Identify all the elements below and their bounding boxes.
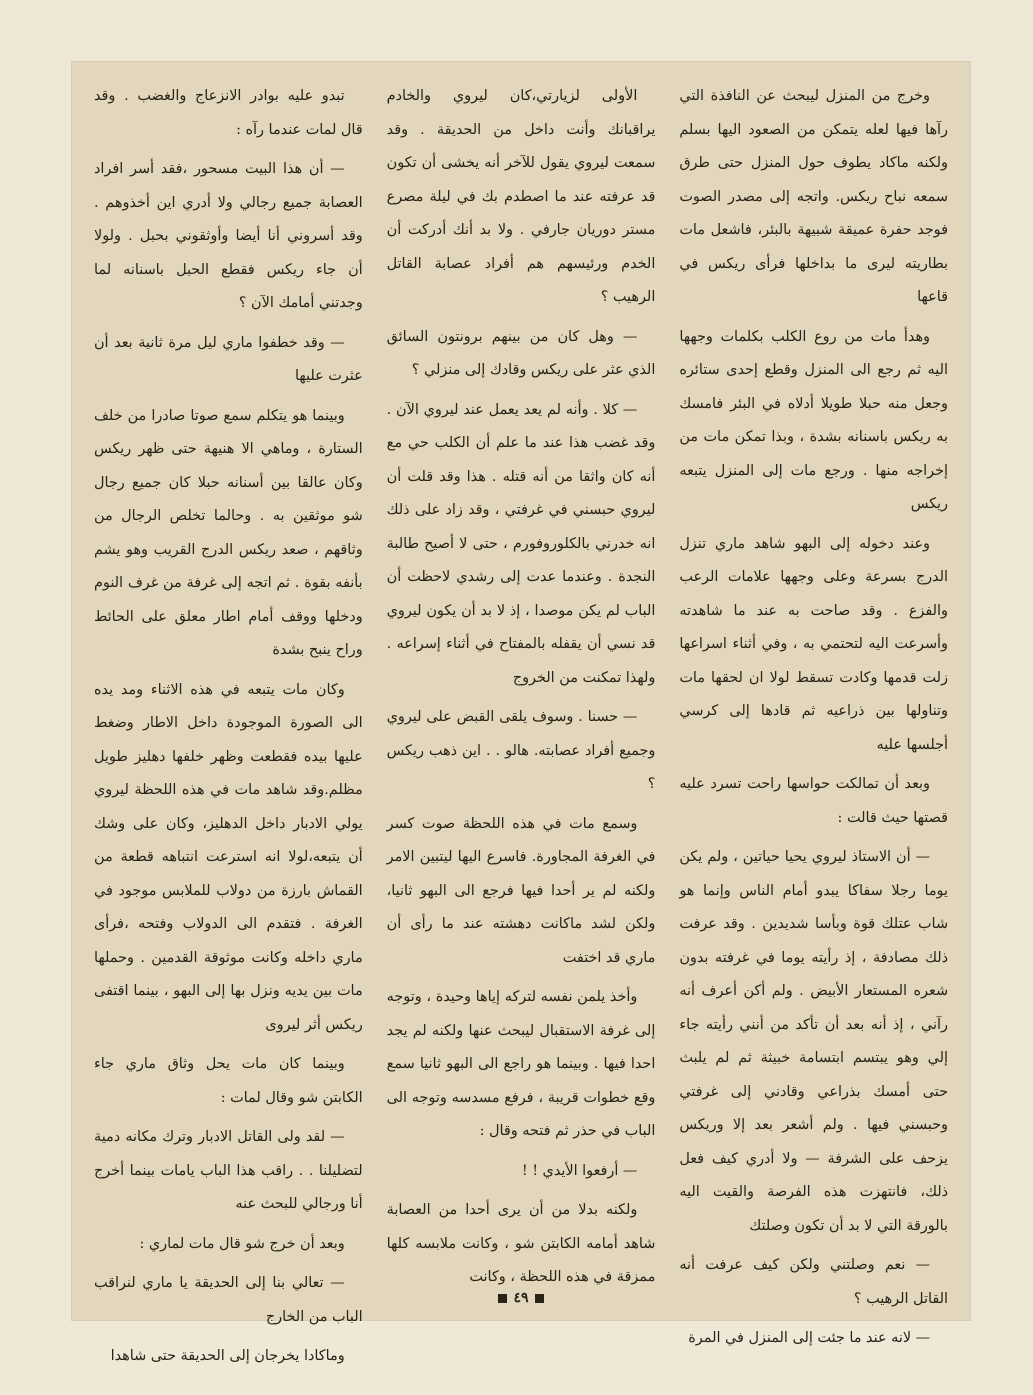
column-middle (386, 80, 656, 1285)
column-left (93, 80, 363, 1364)
paragraph: ولكنه بدلا من أن يرى أحدا من العصابة شاهد أمامه الكابتن شو ، وكانت ملابسه كلها ممزقة في هذه اللحظة ، وكانت (386, 1202, 656, 1285)
page-number-text: ٤٩ (513, 1290, 529, 1306)
magazine-page (72, 62, 970, 1364)
paragraph: تبدو عليه بوادر الانزعاج والغضب . وقد قال لمات عندما رآه : (93, 88, 363, 138)
paragraph: — وقد خطفوا ماري ليل مرة ثانية بعد أن عثرت عليها (93, 334, 363, 384)
paragraph: وخرج من المنزل ليبحث عن النافذة التي رآها فيها لعله يتمكن من الصعود اليها بسلم ولكنه ماكاد يطوف حول المنزل حتى طرق سمعه نباح ريكس. واتجه إلى مصدر الصوت فوجد حفرة عميقة شبيهة بالبئر، فاشعل مات بطاريته ليرى ما بداخلها فرأى ريكس في قاعها (679, 88, 948, 305)
paragraph: — أن هذا البيت مسحور ،فقد أسر افراد العصابة جميع رجالي ولا أدري اين أخذوهم . وقد أسروني أنا أيضا وأوثقوني بحبل . ولولا أن جاء ريكس فقطع الحبل باسنانه لما وجدتني أمامك الآن ؟ (93, 161, 363, 311)
paragraph: — تعالي بنا إلى الحديقة يا ماري لنراقب الباب من الخارج (93, 1275, 363, 1325)
column-right (679, 80, 948, 1346)
paragraph: الأولى لزيارتي،كان ليروي والخادم يراقبانك وأنت داخل من الحديقة . وقد سمعت ليروي يقول للآخر أنه يخشى أن تكون قد عرفته عند ما اصطدم بك في ليلة مصرع مستر دوريان جارفي . ولا بد أنك أدركت أن الخدم ورئيسهم هم أفراد عصابة القاتل الرهيب ؟ (386, 88, 656, 305)
paragraph: — لانه عند ما جئت إلى المنزل في المرة (688, 1330, 930, 1346)
paragraph: وبينما هو يتكلم سمع صوتا صادرا من خلف الستارة ، وماهي الا هنيهة حتى ظهر ريكس وكان عالقا بين أسنانه حبلا كان جميع رجال شو موثقين به . وحالما تخلص الرجال من وثاقهم ، صعد ريكس الدرج القريب وهو يشم بأنفه بقوة . ثم اتجه إلى غرفة من غرف النوم ودخلها ووقف أمام اطار معلق على الحائط وراح ينبح بشدة (93, 407, 363, 658)
paragraph: — لقد ولى القاتل الادبار وترك مكانه دمية لتضليلنا . . راقب هذا الباب يامات بينما أخرج أنا ورجالي للبحث عنه (93, 1129, 363, 1212)
paragraph: وأخذ يلمن نفسه لتركه إياها وحيدة ، وتوجه إلى غرفة الاستقبال ليبحث عنها ولكنه لم يجد احدا فيها . وبينما هو راجع الى البهو ثانيا سمع وقع خطوات قريبة ، فرفع مسدسه وتوجه الى الباب في حذر ثم فتحه وقال : (386, 989, 656, 1139)
square-ornament-icon (535, 1294, 544, 1303)
paragraph: — أرفعوا الأيدي ! ! (521, 1162, 638, 1179)
paragraph: — وهل كان من بينهم برونتون السائق الذي عثر على ريكس وقادك إلى منزلي ؟ (386, 328, 656, 378)
square-ornament-icon (498, 1294, 507, 1303)
paragraph: — حسنا . وسوف يلقى القبض على ليروي وجميع أفراد عصابته. هالو . . اين ذهب ريكس ؟ (386, 709, 656, 792)
paragraph: وسمع مات في هذه اللحظة صوت كسر في الغرفة المجاورة. فاسرع اليها ليتبين الامر ولكنه لم ير أحدا فيها فرجع الى البهو ثانيا، ولكن لشد ماكانت دهشته عند ما رأى أن ماري قد اختفت (386, 815, 656, 966)
paragraph: وبينما كان مات يحل وثاق ماري جاء الكابتن شو وقال لمات : (93, 1056, 363, 1106)
page-number (72, 1290, 970, 1306)
paragraph: وبعد أن تمالكت حواسها راحت تسرد عليه قصتها حيث قالت : (679, 776, 948, 826)
paragraph: وكان مات يتبعه في هذه الاثناء ومد يده الى الصورة الموجودة داخل الاطار وضغط عليها بيده فقطعت وظهر خلفها دهليز طويل مظلم.وقد شاهد مات في هذه اللحظة ليروي يولي الادبار داخل الدهليز، وكان على وشك أن يتبعه،لولا انه استرعت انتباهه قطعة من القماش بارزة من دولاب للملابس موجود في الغرفة . فتقدم الى الدولاب وفتحه ،فرأى ماري داخله وكانت موثوقة القدمين . وحملها مات بين يديه ونزل بها إلى البهو ، بينما اقتفى ريكس أثر ليروى (93, 681, 363, 1033)
paragraph: وماكادا يخرجان إلى الحديقة حتى شاهدا (110, 1348, 345, 1364)
paragraph: — كلا . وأنه لم يعد يعمل عند ليروي الآن . وقد غضب هذا عند ما علم أن الكلب حي مع أنه كان واثقا من أنه قتله . هذا وقد قلت أن ليروي حبسني في غرفتي ، وقد زاد على ذلك انه خدرني بالكلوروفورم ، حتى لا أصيح طالبة النجدة . وعندما عدت إلى رشدي لاحظت أن الباب لم يكن موصدا ، إذ لا بد أن يكون ليروي قد نسي أن يقفله بالمفتاح في أثناء إسراعه . ولهذا تمكنت من الخروج (386, 401, 656, 686)
paragraph: — أن الاستاذ ليروي يحيا حياتين ، ولم يكن يوما رجلا سفاكا يبدو أمام الناس وإنما هو شاب عتلك قوة وبأسا شديدين . وقد عرفت ذلك مصادفة ، إذ رأيته يوما في غرفته بدون شعره المستعار الأبيض . ولم أكن أعرف أنه رآني ، إذ أنه بعد أن تأكد من أنني رأيته جاء إلي وهو يبتسم ابتسامة خبيثة ثم لم يلبث حتى أمسك بذراعي وقادني إلى غرفتي وحبسني فيها . ولم أشعر بعد إلا وريكس يزحف على الشرفة — ولا أدري كيف فعل ذلك، فانتهزت هذه الفرصة والقيت اليه بالورقة التي لا بد أن تكون وصلتك (679, 849, 948, 1234)
paragraph: — نعم وصلتني ولكن كيف عرفت أنه القاتل الرهيب ؟ (679, 1257, 948, 1307)
paragraph: وعند دخوله إلى البهو شاهد ماري تنزل الدرج بسرعة وعلى وجهها علامات الرعب والفزع . وقد صاحت به عند ما شاهدته وأسرعت اليه لتحتمي به ، وفي أثناء اسراعها زلت قدمها وكادت تسقط لولا ان لحقها مات وتناولها بين ذراعيه ثم قادها إلى كرسي أجلسها عليه (679, 535, 948, 753)
paragraph: وهدأ مات من روع الكلب بكلمات وجهها اليه ثم رجع الى المنزل وقطع إحدى ستائره وجعل منه حبلا طويلا أدلاه في البئر فامسك به ريكس باسنانه بشدة ، وبذا تمكن مات من إخراجه منها . ورجع مات إلى المنزل يتبعه ريكس (679, 328, 948, 512)
paragraph: وبعد أن خرج شو قال مات لماري : (139, 1235, 345, 1252)
